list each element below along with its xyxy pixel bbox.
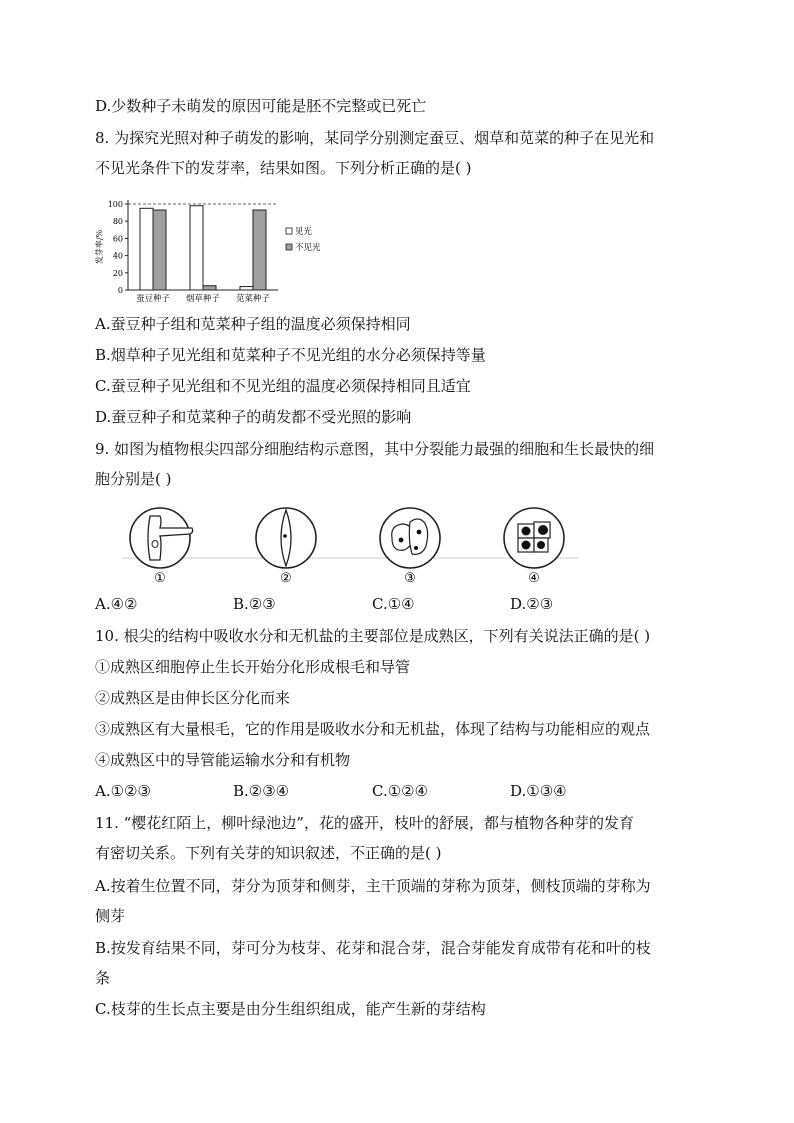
figure-label-3: ③ <box>404 571 416 586</box>
elongation-cell-diagram <box>256 508 316 568</box>
category-label: 蚕豆种子 <box>135 294 171 304</box>
q8-option-a: A.蚕豆种子组和苋菜种子组的温度必须保持相同 <box>95 315 411 333</box>
q10-stem: 10. 根尖的结构中吸收水分和无机盐的主要部位是成熟区，下列有关说法正确的是( ) <box>95 627 651 645</box>
root-tip-cells-figure <box>120 500 580 590</box>
q8-option-d: D.蚕豆种子和苋菜种子的萌发都不受光照的影响 <box>95 408 412 426</box>
legend-swatch <box>286 244 292 250</box>
q8-option-c: C.蚕豆种子见光组和不见光组的温度必须保持相同且适宜 <box>95 377 471 395</box>
category-label: 烟草种子 <box>185 294 221 304</box>
q11-option-c: C.枝芽的生长点主要是由分生组织组成，能产生新的芽结构 <box>95 1000 486 1018</box>
bar-light <box>140 208 153 290</box>
figure-label-4: ④ <box>528 571 540 586</box>
y-tick-label: 100 <box>107 200 123 209</box>
y-tick-label: 20 <box>112 268 123 278</box>
q9-option-a: A.④② <box>95 595 138 613</box>
y-tick-label: 60 <box>112 234 123 244</box>
q10-option-c: C.①②④ <box>372 782 429 800</box>
q10-statement-3: ③成熟区有大量根毛，它的作用是吸收水分和无机盐，体现了结构与功能相应的观点 <box>95 720 651 738</box>
y-tick-label: 0 <box>117 286 123 295</box>
q9-option-c: C.①④ <box>372 595 415 613</box>
q10-statement-1: ①成熟区细胞停止生长开始分化形成根毛和导管 <box>95 658 411 676</box>
q10-options <box>95 781 695 801</box>
figure-label-2: ② <box>280 571 292 586</box>
legend-swatch <box>286 228 292 234</box>
category-label: 苋菜种子 <box>235 294 271 304</box>
bar-light <box>190 206 203 290</box>
germination-bar-chart <box>90 190 340 308</box>
q11-option-b-line1: B.按发育结果不同，芽可分为枝芽、花芽和混合芽，混合芽能发育成带有花和叶的枝 <box>95 939 651 957</box>
q8-stem-line1: 8. 为探究光照对种子萌发的影响，某同学分别测定蚕豆、烟草和苋菜的种子在见光和 <box>95 129 655 147</box>
bar-dark <box>253 210 266 290</box>
q10-statement-2: ②成熟区是由伸长区分化而来 <box>95 689 291 707</box>
q8-stem-line2: 不见光条件下的发芽率，结果如图。下列分析正确的是( ) <box>95 159 472 177</box>
legend-label: 不见光 <box>295 243 321 253</box>
root-cap-cells-diagram <box>380 508 440 568</box>
q9-option-d: D.②③ <box>510 595 554 613</box>
q11-option-a-line2: 侧芽 <box>95 907 126 925</box>
q10-option-b: B.②③④ <box>233 782 290 800</box>
q10-statement-4: ④成熟区中的导管能运输水分和有机物 <box>95 751 351 769</box>
figure-label-1: ① <box>154 571 166 586</box>
q9-stem-line1: 9. 如图为植物根尖四部分细胞结构示意图，其中分裂能力最强的细胞和生长最快的细 <box>95 440 655 458</box>
q10-option-a: A.①②③ <box>95 782 151 800</box>
q8-option-b: B.烟草种子见光组和苋菜种子不见光组的水分必须保持等量 <box>95 346 486 364</box>
q11-stem-line1: 11. “樱花红陌上，柳叶绿池边”，花的盛开，枝叶的舒展，都与植物各种芽的发育 <box>95 814 634 832</box>
q11-stem-line2: 有密切关系。下列有关芽的知识叙述，不正确的是( ) <box>95 844 442 862</box>
bar-dark <box>153 210 166 290</box>
bar-light <box>240 287 253 290</box>
y-axis-label: 发芽率/% <box>95 229 104 265</box>
q11-option-b-line2: 条 <box>95 969 111 987</box>
root-hair-cell-diagram <box>130 508 193 568</box>
q9-options <box>95 594 695 614</box>
q10-option-d: D.①③④ <box>510 782 567 800</box>
y-tick-label: 40 <box>112 251 123 261</box>
q9-stem-line2: 胞分别是( ) <box>95 470 172 488</box>
q9-option-b: B.②③ <box>233 595 276 613</box>
q11-option-a-line1: A.按着生位置不同，芽分为顶芽和侧芽，主干顶端的芽称为顶芽，侧枝顶端的芽称为 <box>95 877 651 895</box>
meristem-cells-diagram <box>504 508 564 568</box>
bar-dark <box>203 286 216 290</box>
y-tick-label: 80 <box>112 217 123 227</box>
legend-label: 见光 <box>295 227 313 237</box>
q7-option-d: D.少数种子未萌发的原因可能是胚不完整或已死亡 <box>95 97 427 115</box>
